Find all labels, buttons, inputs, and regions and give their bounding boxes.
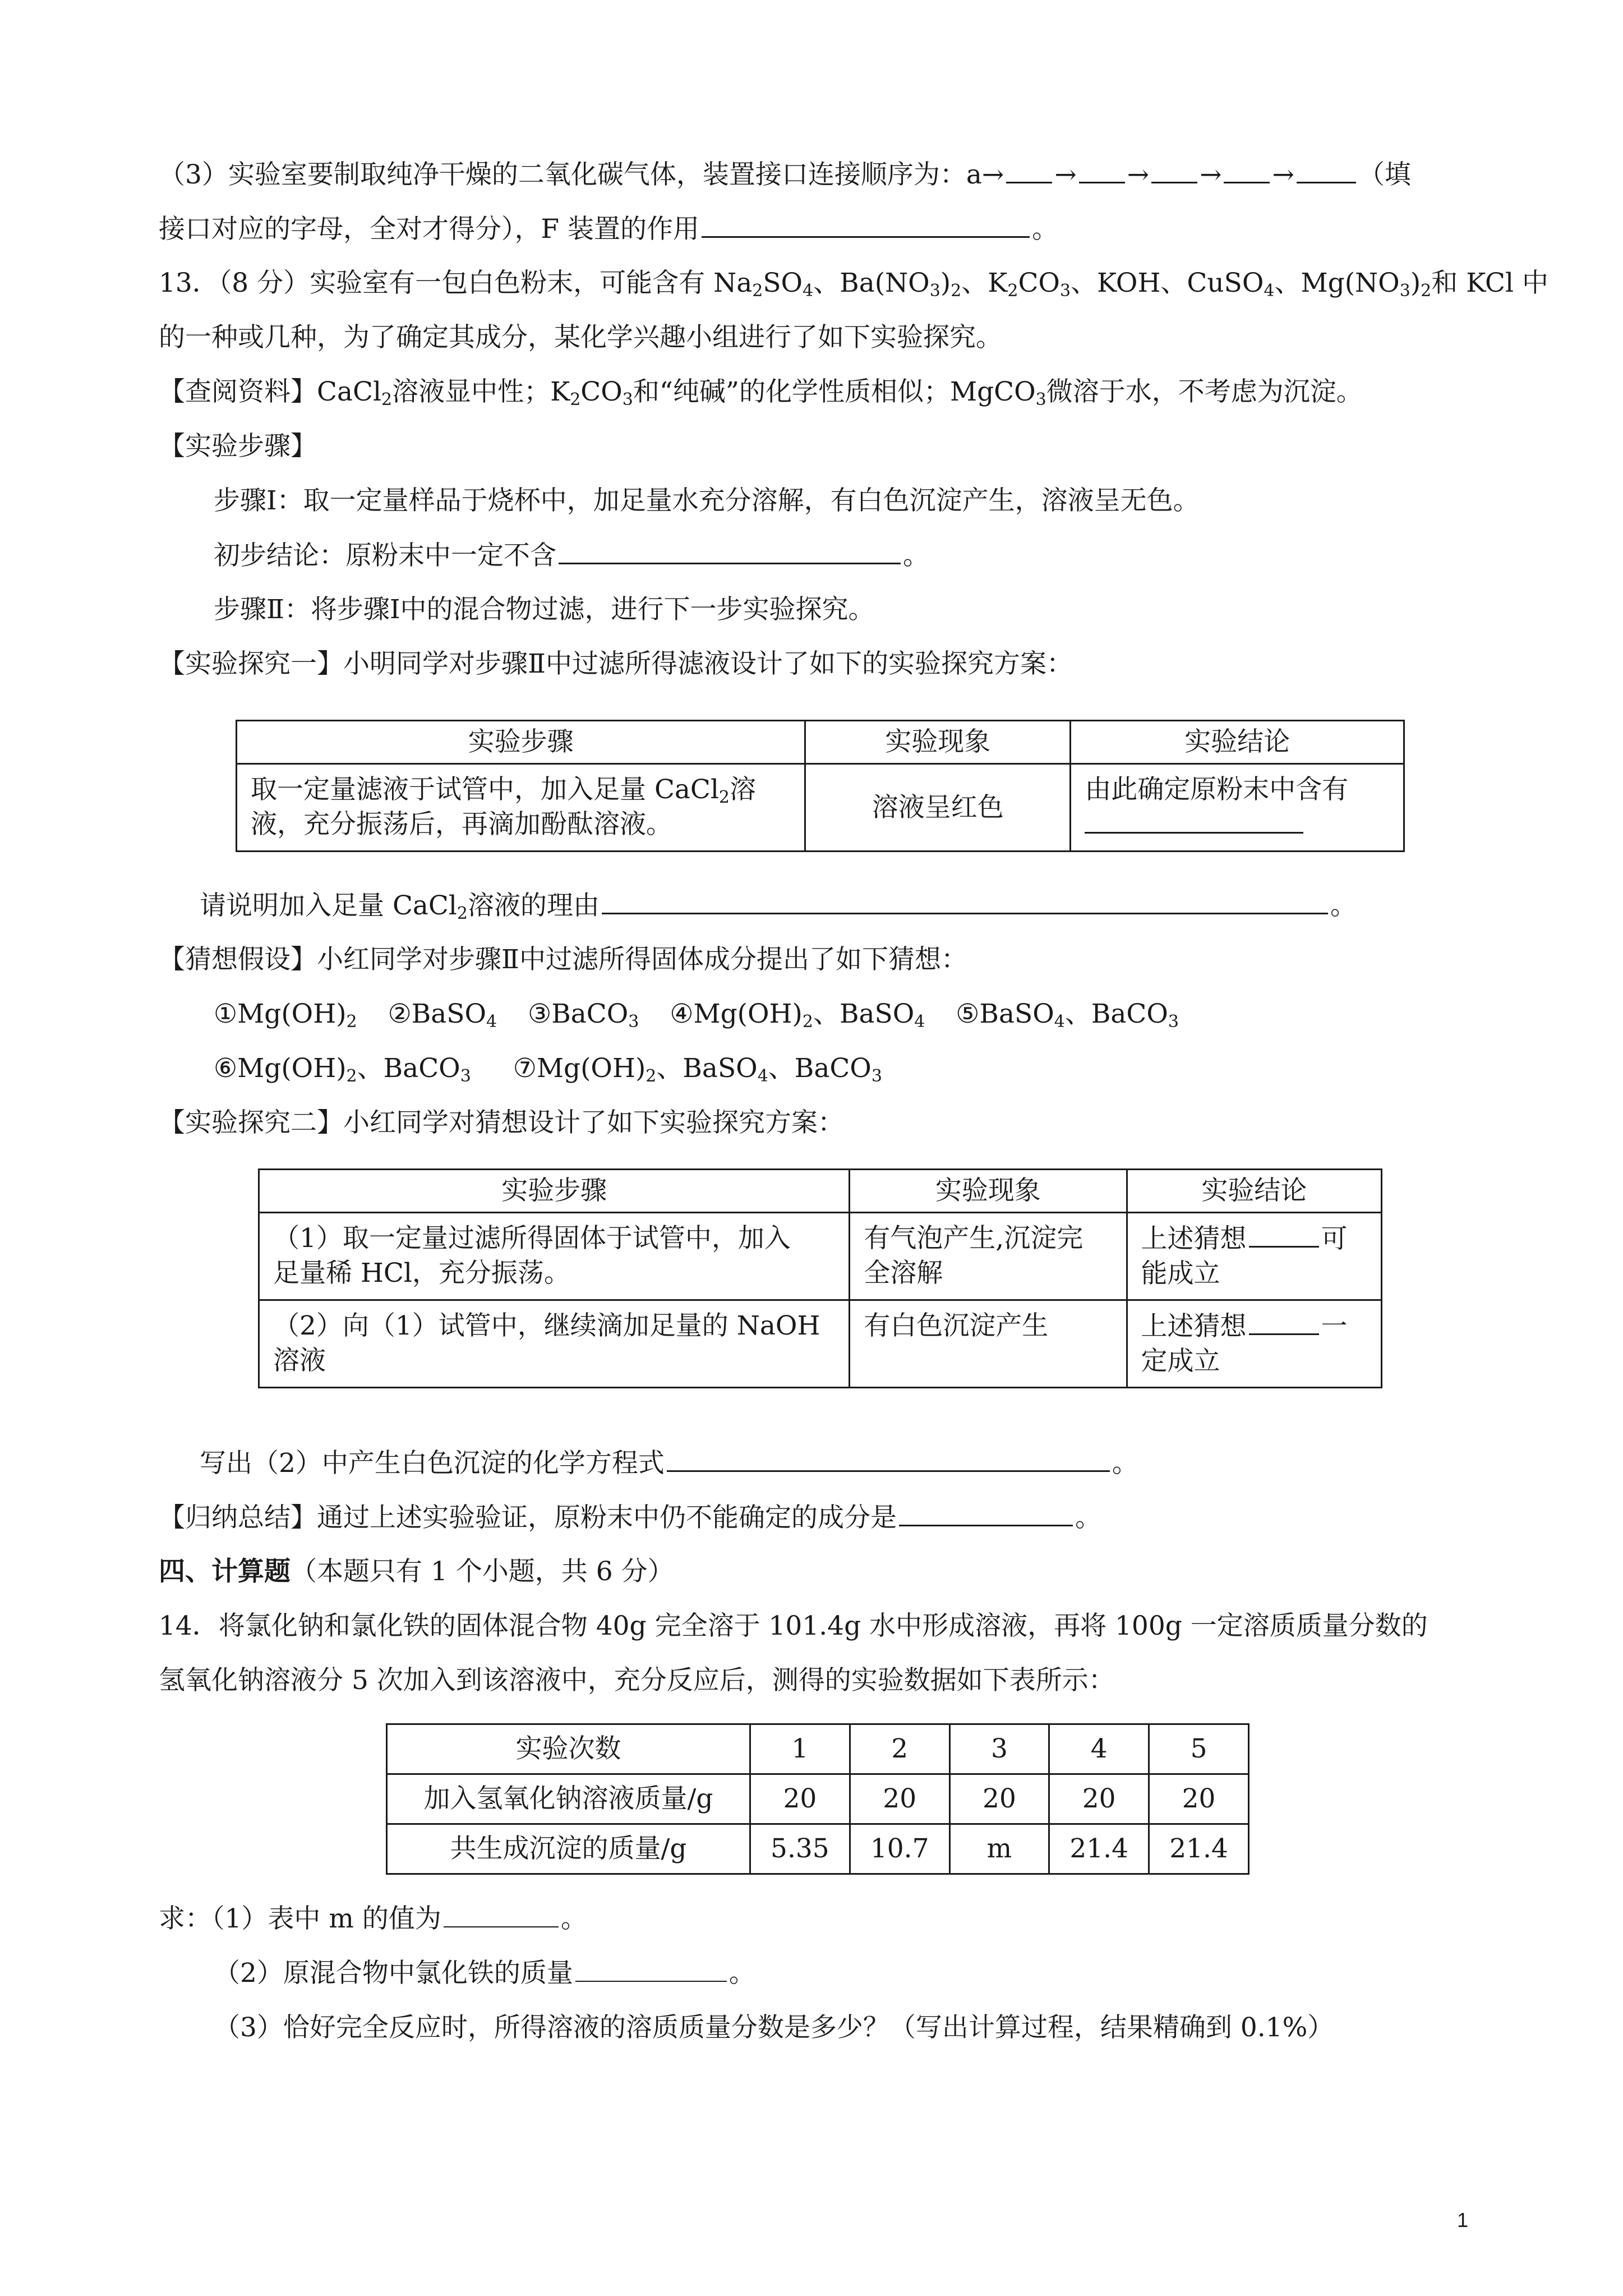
table-cell: 10.7 bbox=[850, 1824, 949, 1874]
reference-info: 【查阅资料】CaCl$_2$溶液显中性；$K_2CO_3$和“纯碱”的化学性质相似；MgCO$_3$微溶于水，不考虑为沉淀。 bbox=[159, 376, 1363, 409]
step-2: 步骤Ⅱ：将步骤Ⅰ中的混合物过滤，进行下一步实验探究。 bbox=[214, 594, 875, 625]
table-cell: 上述猜想 一 定成立 bbox=[1127, 1300, 1381, 1388]
q14-line1: 14．将氯化钠和氯化铁的固体混合物 40g 完全溶于 101.4g 水中形成溶液，再将 100g 一定溶质质量分数的 bbox=[159, 1611, 1428, 1641]
table-row bbox=[387, 1774, 1249, 1824]
q13-intro-line2: 的一种或几种，为了确定其成分，某化学兴趣小组进行了如下实验探究。 bbox=[159, 322, 1002, 353]
table-cell: 20 bbox=[850, 1774, 949, 1824]
table-header-row bbox=[237, 721, 1404, 764]
answer-blank[interactable] bbox=[559, 538, 901, 564]
q14-line2: 氢氧化钠溶液分 5 次加入到该溶液中，充分反应后，测得的实验数据如下表所示： bbox=[159, 1665, 1115, 1696]
table-cell: （2）向（1）试管中，继续滴加足量的 NaOH 溶液 bbox=[259, 1300, 850, 1388]
table-cell: 上述猜想 可 能成立 bbox=[1127, 1213, 1381, 1300]
q13-intro-line1: 13．（8 分）实验室有一包白色粉末，可能含有 $Na_2SO_4$、$Ba(NO_3)_2$、$K_2CO_3$、KOH、CuSO$_4$、$Mg(NO_3)_2$和 KCl 中 bbox=[159, 268, 1548, 301]
table-header-row bbox=[259, 1170, 1382, 1213]
step-1: 步骤Ⅰ：取一定量样品于烧杯中，加足量水充分溶解，有白色沉淀产生，溶液呈无色。 bbox=[214, 485, 1200, 516]
table-row bbox=[259, 1213, 1382, 1300]
answer-blank[interactable] bbox=[575, 1956, 727, 1982]
table-cell: 共生成沉淀的质量/g bbox=[387, 1824, 750, 1874]
equation-question: 写出（2）中产生白色沉淀的化学方程式 。 bbox=[200, 1446, 1138, 1481]
table-cell: 20 bbox=[750, 1774, 850, 1824]
table-cell: 实验次数 bbox=[387, 1724, 750, 1774]
table-cell: 21.4 bbox=[1049, 1824, 1149, 1874]
table-cell: m bbox=[949, 1824, 1049, 1874]
answer-blank[interactable] bbox=[1249, 1221, 1319, 1248]
table-row bbox=[387, 1824, 1249, 1874]
answer-blank[interactable] bbox=[899, 1500, 1073, 1526]
table-header-cell: 实验步骤 bbox=[237, 721, 805, 764]
answer-blank[interactable] bbox=[1085, 807, 1303, 834]
answer-blank[interactable] bbox=[1297, 157, 1356, 183]
table-cell: 1 bbox=[750, 1724, 850, 1774]
answer-blank[interactable] bbox=[602, 888, 1328, 914]
table-row bbox=[237, 764, 1404, 852]
table-cell: 有白色沉淀产生 bbox=[850, 1300, 1127, 1388]
answer-blank[interactable] bbox=[1006, 157, 1052, 183]
summary-question: 【归纳总结】通过上述实验验证，原粉末中仍不能确定的成分是 。 bbox=[159, 1500, 1101, 1535]
answer-blank[interactable] bbox=[1249, 1309, 1319, 1335]
table-cell: 5.35 bbox=[750, 1824, 850, 1874]
guess-heading: 【猜想假设】小红同学对步骤Ⅱ中过滤所得固体成分提出了如下猜想： bbox=[159, 944, 967, 975]
table-header-cell: 实验步骤 bbox=[259, 1170, 850, 1213]
table-cell: 有气泡产生,沉淀完 全溶解 bbox=[850, 1213, 1127, 1300]
table-header-cell: 实验现象 bbox=[850, 1170, 1127, 1213]
guess-list-line1: $①Mg(OH)_2$ ②BaSO$_4$ ③BaCO$_3$ $④Mg(OH)_2$、BaSO$_4$ ⑤BaSO$_4$、BaCO$_3$ bbox=[214, 999, 1179, 1032]
table-cell: 3 bbox=[949, 1724, 1049, 1774]
table-cell: 5 bbox=[1149, 1724, 1249, 1774]
section-4-title: 四、计算题（本题只有 1 个小题，共 6 分） bbox=[159, 1556, 674, 1587]
table-cell: 由此确定原粉末中含有 bbox=[1071, 764, 1404, 852]
table-cell: 4 bbox=[1049, 1724, 1149, 1774]
table-row bbox=[387, 1724, 1249, 1774]
q14-ask-2: （2）原混合物中氯化铁的质量 。 bbox=[214, 1956, 755, 1991]
table-row bbox=[259, 1300, 1382, 1388]
table-header-cell: 实验现象 bbox=[805, 721, 1071, 764]
preliminary-conclusion: 初步结论：原粉末中一定不含 。 bbox=[214, 538, 929, 573]
reason-question: 请说明加入足量 CaCl$_2$溶液的理由 。 bbox=[200, 888, 1357, 923]
explore-2-table bbox=[258, 1168, 1382, 1388]
answer-blank[interactable] bbox=[1079, 157, 1125, 183]
table-header-cell: 实验结论 bbox=[1071, 721, 1404, 764]
table-cell: 取一定量滤液于试管中，加入足量 CaCl$_2$溶 液，充分振荡后，再滴加酚酞溶液。 bbox=[237, 764, 805, 852]
answer-blank[interactable] bbox=[1151, 157, 1197, 183]
table-cell: 加入氢氧化钠溶液质量/g bbox=[387, 1774, 750, 1824]
q14-data-table bbox=[386, 1723, 1249, 1875]
steps-heading: 【实验步骤】 bbox=[159, 431, 317, 462]
table-cell: 溶液呈红色 bbox=[805, 764, 1071, 852]
table-cell: 21.4 bbox=[1149, 1824, 1249, 1874]
guess-list-line2: $⑥Mg(OH)_2$、BaCO$_3$ $⑦Mg(OH)_2$、BaSO$_4$、BaCO$_3$ bbox=[214, 1053, 882, 1086]
table-cell: 20 bbox=[1049, 1774, 1149, 1824]
page-number: 1 bbox=[1457, 2208, 1469, 2231]
answer-blank[interactable] bbox=[667, 1446, 1110, 1472]
explore-1-table bbox=[236, 720, 1405, 852]
table-cell: 2 bbox=[850, 1724, 949, 1774]
q14-ask-3: （3）恰好完全反应时，所得溶液的溶质质量分数是多少？（写出计算过程，结果精确到 0.1%） bbox=[214, 2012, 1334, 2043]
table-header-cell: 实验结论 bbox=[1127, 1170, 1381, 1213]
answer-blank[interactable] bbox=[702, 211, 1030, 238]
table-cell: 20 bbox=[949, 1774, 1049, 1824]
q12-3-line2: 接口对应的字母，全对才得分），F 装置的作用 。 bbox=[159, 211, 1058, 247]
table-cell: 20 bbox=[1149, 1774, 1249, 1824]
table-cell: （1）取一定量过滤所得固体于试管中，加入 足量稀 HCl，充分振荡。 bbox=[259, 1213, 850, 1300]
q14-ask-1: 求：（1）表中 m 的值为 。 bbox=[159, 1902, 587, 1936]
explore-2-heading: 【实验探究二】小红同学对猜想设计了如下实验探究方案： bbox=[159, 1107, 844, 1138]
answer-blank[interactable] bbox=[1224, 157, 1270, 183]
answer-blank[interactable] bbox=[444, 1902, 559, 1927]
q12-3-line1: （3）实验室要制取纯净干燥的二氧化碳气体，装置接口连接顺序为：a→ → → → → （填 bbox=[159, 157, 1411, 192]
explore-1-heading: 【实验探究一】小明同学对步骤Ⅱ中过滤所得滤液设计了如下的实验探究方案： bbox=[159, 648, 1073, 679]
